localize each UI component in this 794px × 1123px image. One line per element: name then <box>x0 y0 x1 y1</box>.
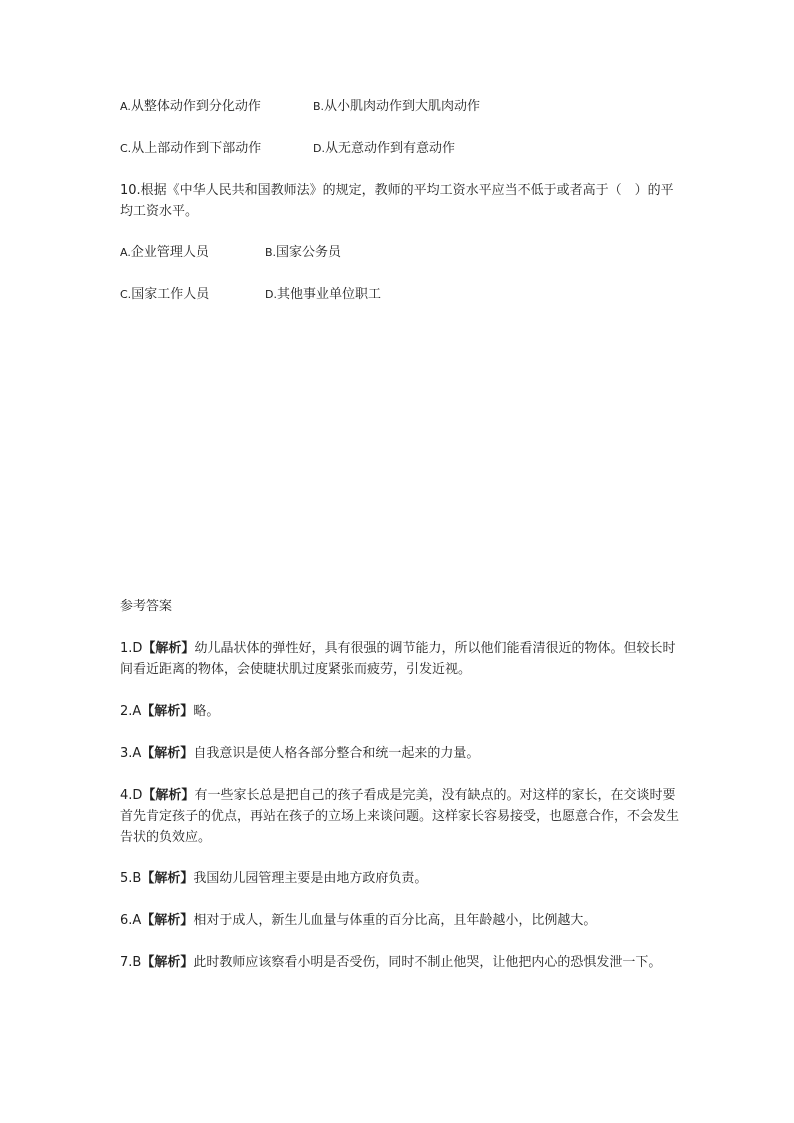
answer-item-7 <box>120 952 680 973</box>
answer-item-4 <box>120 785 680 848</box>
q9-option-a: A.从整体动作到分化动作 <box>120 99 261 114</box>
answer-text: 略。 <box>193 704 220 719</box>
answer-text: 幼儿晶状体的弹性好，具有很强的调节能力，所以他们能看清很近的物体。但较长时间看近距离的物体，会使睫状肌过度紧张而疲劳，引发近视。 <box>120 641 676 677</box>
analysis-tag: 【解析】 <box>142 788 195 803</box>
answer-prefix: 7.B <box>120 955 142 970</box>
q10-option-b: B.国家公务员 <box>265 245 342 260</box>
answer-prefix: 6.A <box>120 913 142 928</box>
q9-option-c: C.从上部动作到下部动作 <box>120 141 262 156</box>
answer-text: 此时教师应该察看小明是否受伤，同时不制止他哭，让他把内心的恐惧发泄一下。 <box>193 955 662 970</box>
analysis-tag: 【解析】 <box>141 955 194 970</box>
q10-option-d: D.其他事业单位职工 <box>265 287 381 302</box>
answer-text: 相对于成人，新生儿血量与体重的百分比高，且年龄越小，比例越大。 <box>193 913 597 928</box>
analysis-tag: 【解析】 <box>142 641 195 656</box>
answer-prefix: 2.A <box>120 704 142 719</box>
answers-heading: 参考答案 <box>120 599 173 614</box>
answer-prefix: 4.D <box>120 788 143 803</box>
q10-option-a: A.企业管理人员 <box>120 245 209 260</box>
answer-item-2 <box>120 701 680 722</box>
answer-item-6 <box>120 910 680 931</box>
answer-text: 自我意识是使人格各部分整合和统一起来的力量。 <box>193 746 480 761</box>
analysis-tag: 【解析】 <box>141 913 194 928</box>
answer-item-5 <box>120 868 680 889</box>
answer-text: 有一些家长总是把自己的孩子看成是完美，没有缺点的。对这样的家长，在交谈时要首先肯定孩子的优点，再站在孩子的立场上来谈问题。这样家长容易接受，也愿意合作，不会发生告状的负效应。 <box>120 788 680 845</box>
answer-text: 我国幼儿园管理主要是由地方政府负责。 <box>193 871 428 886</box>
analysis-tag: 【解析】 <box>141 704 194 719</box>
answer-item-1 <box>120 638 680 680</box>
answer-item-3 <box>120 743 680 764</box>
q9-option-d: D.从无意动作到有意动作 <box>313 141 455 156</box>
analysis-tag: 【解析】 <box>141 871 194 886</box>
answer-prefix: 3.A <box>120 746 142 761</box>
q10-option-c: C.国家工作人员 <box>120 287 210 302</box>
q9-option-b: B.从小肌肉动作到大肌肉动作 <box>313 99 481 114</box>
q10-stem: 10.根据《中华人民共和国教师法》的规定，教师的平均工资水平应当不低于或者高于（ ）的平均工资水平。 <box>120 183 674 219</box>
answer-prefix: 5.B <box>120 871 142 886</box>
answer-prefix: 1.D <box>120 641 143 656</box>
analysis-tag: 【解析】 <box>141 746 194 761</box>
